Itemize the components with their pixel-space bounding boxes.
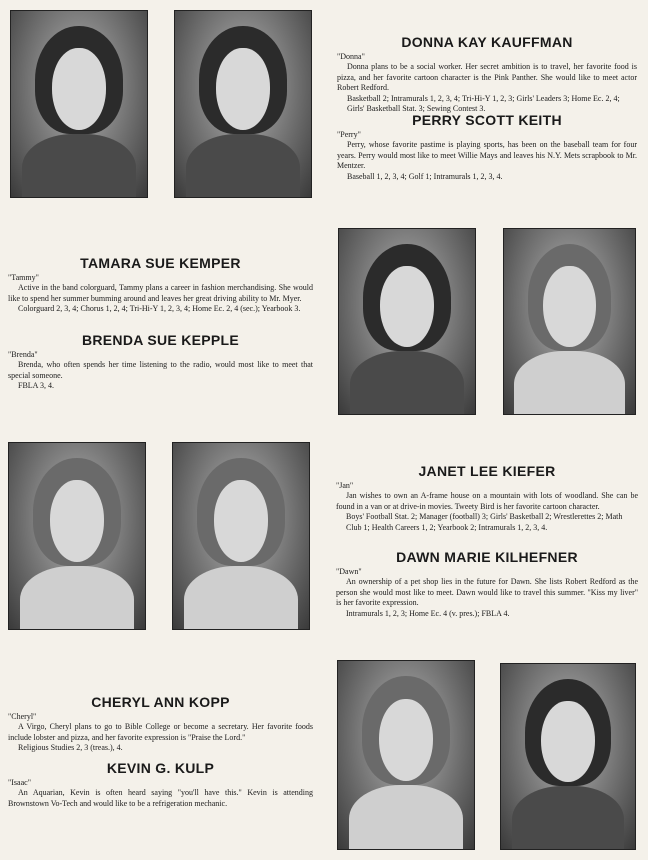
student-nickname: "Jan"	[336, 481, 354, 490]
student-entry-dawn-kilhefner	[336, 549, 638, 619]
portrait-photo-brenda-kepple	[503, 228, 636, 415]
student-entry-cheryl-kopp	[8, 694, 313, 754]
student-nickname: "Isaac"	[8, 778, 31, 787]
portrait-photo-janet-kiefer	[8, 442, 146, 630]
student-nickname: "Donna"	[337, 52, 365, 61]
student-nickname: "Cheryl"	[8, 712, 37, 721]
student-name: CHERYL ANN KOPP	[91, 694, 230, 710]
student-name: BRENDA SUE KEPPLE	[81, 332, 240, 348]
student-activities: FBLA 3, 4.	[18, 381, 55, 390]
student-bio: A Virgo, Cheryl plans to go to Bible College or become a secretary. Her favorite foods include lobster and pizza, and her favorite expression is "Praise the Lord."	[8, 722, 313, 742]
student-entry-donna-kauffman	[337, 34, 637, 115]
student-activities: Colorguard 2, 3, 4; Chorus 1, 2, 4; Tri-Hi-Y 1, 2, 3, 4; Home Ec. 2, 4 (sec.); Yearbook 3.	[18, 304, 301, 313]
student-name: PERRY SCOTT KEITH	[412, 112, 562, 128]
student-entry-tamara-kemper	[8, 255, 313, 315]
student-entry-kevin-kulp	[8, 760, 313, 809]
student-bio: An ownership of a pet shop lies in the future for Dawn. She lists Robert Redford as the person she would most like to meet. Dawn would like to travel this summer. "Kiss my liver" is her favorite expression.	[336, 577, 638, 607]
student-activities: Intramurals 1, 2, 3; Home Ec. 4 (v. pres.); FBLA 4.	[346, 608, 510, 618]
student-name: TAMARA SUE KEMPER	[80, 255, 241, 271]
student-entry-perry-keith	[337, 112, 637, 182]
student-activities: Baseball 1, 2, 3, 4; Golf 1; Intramurals 1, 2, 3, 4.	[347, 171, 503, 181]
student-bio: Perry, whose favorite pastime is playing sports, has been on the baseball team for four years. Perry would most like to meet Willie Mays and leaves his N.Y. Mets scrapbook to Mr. Mentzer.	[337, 140, 637, 170]
student-nickname: "Brenda"	[8, 350, 38, 359]
portrait-photo-perry-keith	[174, 10, 312, 198]
student-entry-janet-kiefer	[336, 463, 638, 533]
portrait-photo-tamara-kemper	[338, 228, 476, 415]
student-bio: An Aquarian, Kevin is often heard saying "you'll have this." Kevin is attending Brownstown Vo-Tech and would like to be a refrigeration mechanic.	[8, 788, 313, 808]
student-nickname: "Dawn"	[336, 567, 362, 576]
portrait-photo-kevin-kulp	[500, 663, 636, 850]
student-bio: Brenda, who often spends her time listening to the radio, would most like to meet that special someone.	[8, 360, 313, 380]
student-name: JANET LEE KIEFER	[418, 463, 556, 479]
student-bio: Jan wishes to own an A-frame house on a mountain with lots of woodland. She can be found in a van or at drive-in movies. Tweety Bird is her favorite cartoon character.	[336, 491, 638, 511]
student-nickname: "Tammy"	[8, 273, 39, 282]
student-activities: Boys' Football Stat. 2; Manager (football) 3; Girls' Basketball 2; Wrestlerettes 2; Math Club 1; Health Careers 1, 2; Yearbook 2; Intramurals 1, 2, 3, 4.	[346, 512, 623, 532]
portrait-photo-cheryl-kopp	[337, 660, 475, 850]
student-name: DAWN MARIE KILHEFNER	[396, 549, 578, 565]
student-entry-brenda-kepple	[8, 332, 313, 392]
portrait-photo-donna-kauffman	[10, 10, 148, 198]
student-name: KEVIN G. KULP	[106, 760, 215, 776]
student-activities: Basketball 2; Intramurals 1, 2, 3, 4; Tri-Hi-Y 1, 2, 3; Girls' Leaders 3; Home Ec. 2, 4; Girls' Basketball Stat. 3; Sewing Contest 3.	[347, 93, 620, 113]
student-activities: Religious Studies 2, 3 (treas.), 4.	[18, 743, 123, 752]
student-bio: Donna plans to be a social worker. Her secret ambition is to travel, her favorite food is pizza, and her favorite cartoon character is the Pink Panther. She would like to meet actor Robert Redford.	[337, 62, 637, 92]
student-nickname: "Perry"	[337, 130, 361, 139]
student-name: DONNA KAY KAUFFMAN	[401, 34, 573, 50]
portrait-photo-dawn-kilhefner	[172, 442, 310, 630]
student-bio: Active in the band colorguard, Tammy plans a career in fashion merchandising. She would like to spend her summer bumming around and leaves her great driving ability to Mr. Myer.	[8, 283, 313, 303]
